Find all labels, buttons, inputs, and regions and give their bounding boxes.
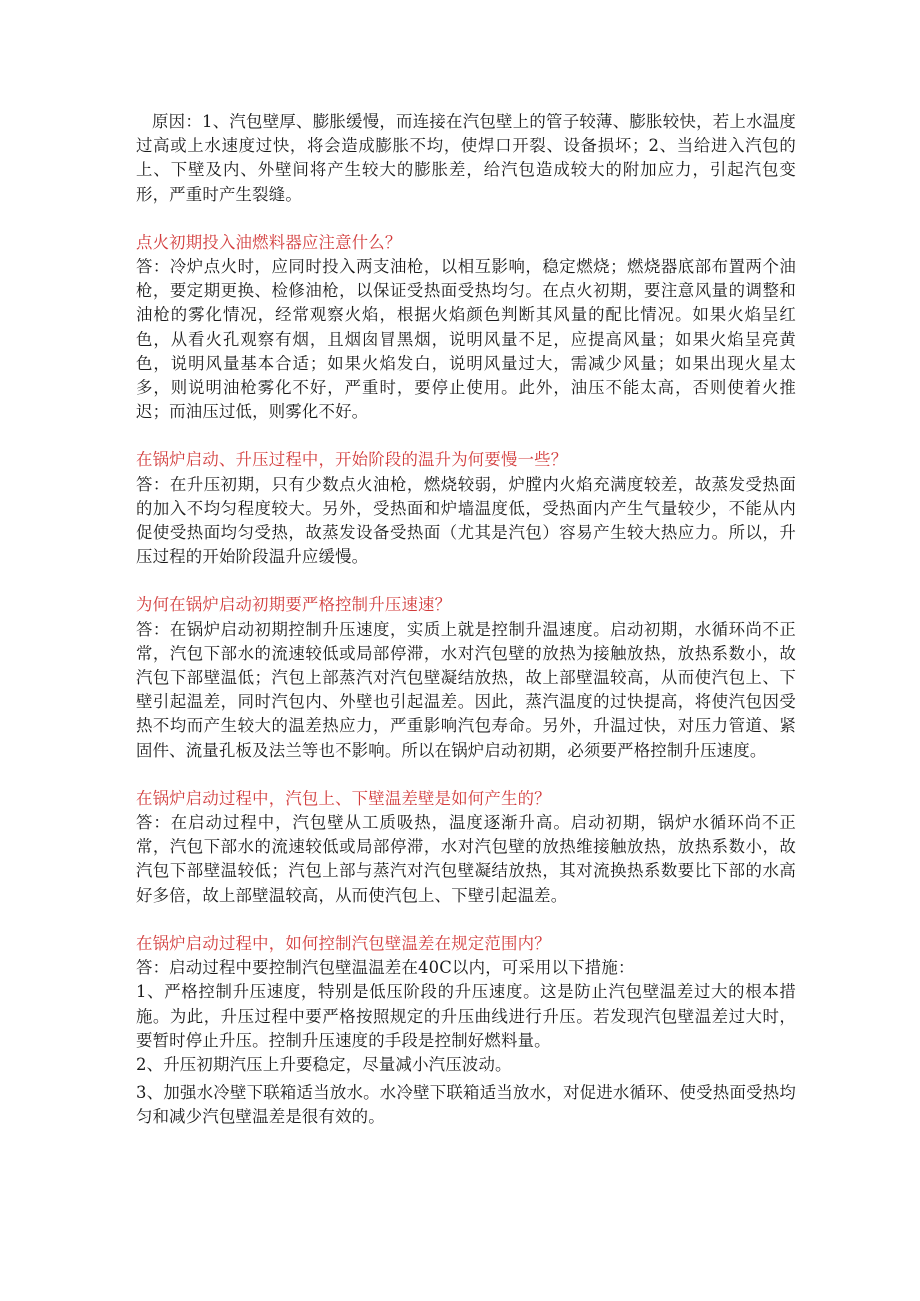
- question-heading: 在锅炉启动过程中，如何控制汽包壁温差在规定范围内？: [136, 933, 551, 953]
- qa-section-3: [136, 593, 796, 762]
- answer-paragraph: 答：启动过程中要控制汽包壁温温差在40C以内，可采用以下措施：: [136, 958, 635, 978]
- answer-paragraph: 答：在锅炉启动初期控制升压速度，实质上就是控制升温速度。启动初期，水循环尚不正常，汽包下部水的流速较低或局部停滞，水对汽包壁的放热为接触放热，放热系数小，故汽包下部壁温低；汽包上部蒸汽对汽包壁凝结放热，故上部壁温较高，从而使汽包上、下壁引起温差，同时汽包内、外壁也引起温差。因此，蒸汽温度的过快提高，将使汽包因受热不均而产生较大的温差热应力，严重影响汽包寿命。另外，升温过快，对压力管道、紧固件、流量孔板及法兰等也不影响。所以在锅炉启动初期，必须要严格控制升压速度。: [136, 619, 796, 760]
- qa-section-4: [136, 787, 796, 908]
- intro-paragraph: 原因：1、汽包壁厚、膨胀缓慢，而连接在汽包壁上的管子较薄、膨胀较快，若上水温度过高或上水速度过快，将会造成膨胀不均，使焊口开裂、设备损坏；2、当给进入汽包的上、下壁及内、外壁间将产生较大的膨胀差，给汽包造成较大的附加应力，引起汽包变形，严重时产生裂缝。: [136, 112, 796, 204]
- question-heading: 在锅炉启动、升压过程中，开始阶段的温升为何要慢一些？: [136, 450, 568, 470]
- document-page: [136, 110, 796, 1130]
- qa-section-1: [136, 231, 796, 425]
- question-heading: 在锅炉启动过程中，汽包上、下壁温差壁是如何产生的？: [136, 788, 551, 808]
- qa-section-2: [136, 448, 796, 569]
- answer-paragraph: 答：冷炉点火时，应同时投入两支油枪，以相互影响，稳定燃烧；燃烧器底部布置两个油枪，要定期更换、检修油枪，以保证受热面受热均匀。在点火初期，要注意风量的调整和油枪的雾化情况，经常观察火焰，根据火焰颜色判断其风量的配比情况。如果火焰呈红色，从看火孔观察有烟，且烟囱冒黑烟，说明风量不足，应提高风量；如果火焰呈亮黄色，说明风量基本合适；如果火焰发白，说明风量过大，需减少风量；如果出现火星太多，则说明油枪雾化不好，严重时，要停止使用。此外，油压不能太高，否则使着火推迟；而油压过低，则雾化不好。: [136, 257, 796, 422]
- measure-item: 1、严格控制升压速度，特别是低压阶段的升压速度。这是防止汽包壁温差过大的根本措施。为此，升压过程中要严格按照规定的升压曲线进行升压。若发现汽包壁温差过大时，要暂时停止升压。控制升压速度的手段是控制好燃料量。: [136, 982, 796, 1050]
- question-heading: 为何在锅炉启动初期要严格控制升压速速？: [136, 595, 452, 615]
- qa-section-5: [136, 932, 796, 1130]
- answer-paragraph: 答：在启动过程中，汽包壁从工质吸热，温度逐渐升高。启动初期，锅炉水循环尚不正常，汽包下部水的流速较低或局部停滞，水对汽包壁的放热维接触放热，放热系数小，故汽包下部壁温较低；汽包上部与蒸汽对汽包壁凝结放热，其对流换热系数要比下部的水高好多倍，故上部壁温较高，从而使汽包上、下壁引起温差。: [136, 813, 796, 905]
- measure-item: 2、升压初期汽压上升要稳定，尽量减小汽压波动。: [136, 1054, 512, 1074]
- measure-item: 3、加强水冷壁下联箱适当放水。水冷壁下联箱适当放水，对促进水循环、使受热面受热均匀和减少汽包壁温差是很有效的。: [136, 1083, 796, 1127]
- question-heading: 点火初期投入油燃料器应注意什么？: [136, 232, 402, 252]
- answer-paragraph: 答：在升压初期，只有少数点火油枪，燃烧较弱，炉膛内火焰充满度较差，故蒸发受热面的加入不均匀程度较大。另外，受热面和炉墙温度低，受热面内产生气量较少，不能从内促使受热面均匀受热，故蒸发设备受热面（尤其是汽包）容易产生较大热应力。所以，升压过程的开始阶段温升应缓慢。: [136, 474, 796, 567]
